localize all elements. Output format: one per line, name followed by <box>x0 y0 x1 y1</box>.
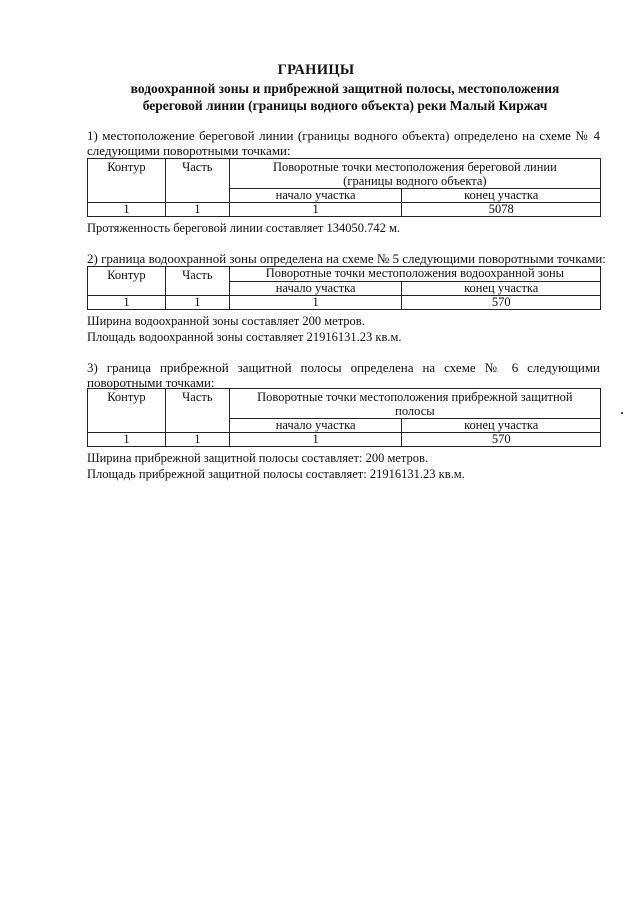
section1-cell-end: 5078 <box>402 203 601 217</box>
section1-header-end: конец участка <box>402 189 601 203</box>
section1-cell-kontur: 1 <box>88 203 166 217</box>
section2-header-start: начало участка <box>229 282 402 296</box>
section3-note2: Площадь прибрежной защитной полосы составляет: 21916131.23 кв.м. <box>87 467 465 481</box>
section1-cell-start: 1 <box>229 203 402 217</box>
section3-table <box>87 388 601 447</box>
section2-cell-start: 1 <box>229 296 402 310</box>
section3-intro: 3) граница прибрежной защитной полосы определена на схеме № 6 следующими поворотными точками: <box>87 360 600 390</box>
table-row <box>88 203 601 217</box>
section2-header-points: Поворотные точки местоположения водоохранной зоны <box>229 267 600 282</box>
section1-header-chast: Часть <box>165 159 229 203</box>
section2-note1: Ширина водоохранной зоны составляет 200 метров. <box>87 314 365 328</box>
section3-header-points: Поворотные точки местоположения прибрежной защитной полосы <box>229 389 600 419</box>
section3-cell-start: 1 <box>229 433 402 447</box>
section1-intro: 1) местоположение береговой линии (границы водного объекта) определено на схеме № 4 следующими поворотными точками: <box>87 128 600 158</box>
section2-header-end: конец участка <box>402 282 601 296</box>
section1-header-start: начало участка <box>229 189 402 203</box>
table-row <box>88 433 601 447</box>
section1-header-kontur: Контур <box>88 159 166 203</box>
section1-note1: Протяженность береговой линии составляет 134050.742 м. <box>87 221 401 235</box>
section1-cell-chast: 1 <box>165 203 229 217</box>
section2-header-kontur: Контур <box>88 267 166 296</box>
section3-note1: Ширина прибрежной защитной полосы составляет: 200 метров. <box>87 451 429 465</box>
section2-header-chast: Часть <box>165 267 229 296</box>
section3-cell-chast: 1 <box>165 433 229 447</box>
scan-speck <box>621 412 623 414</box>
section3-cell-end: 570 <box>402 433 601 447</box>
section3-header-start: начало участка <box>229 419 402 433</box>
section2-table <box>87 266 601 310</box>
section2-cell-end: 570 <box>402 296 601 310</box>
section3-header-chast: Часть <box>165 389 229 433</box>
section2-intro: 2) граница водоохранной зоны определена на схеме № 5 следующими поворотными точками: <box>87 251 606 266</box>
section2-cell-kontur: 1 <box>88 296 166 310</box>
section1-header-points: Поворотные точки местоположения береговой линии (границы водного объекта) <box>229 159 600 189</box>
table-row <box>88 296 601 310</box>
section3-header-end: конец участка <box>402 419 601 433</box>
document-subtitle-line2: береговой линии (границы водного объекта) реки Малый Киржач <box>142 98 548 113</box>
document-title: ГРАНИЦЫ <box>277 62 355 78</box>
document-subtitle-line1: водоохранной зоны и прибрежной защитной полосы, местоположения <box>130 81 560 96</box>
section3-header-kontur: Контур <box>88 389 166 433</box>
section2-note2: Площадь водоохранной зоны составляет 21916131.23 кв.м. <box>87 330 402 344</box>
section2-cell-chast: 1 <box>165 296 229 310</box>
section1-table <box>87 158 601 217</box>
section3-cell-kontur: 1 <box>88 433 166 447</box>
